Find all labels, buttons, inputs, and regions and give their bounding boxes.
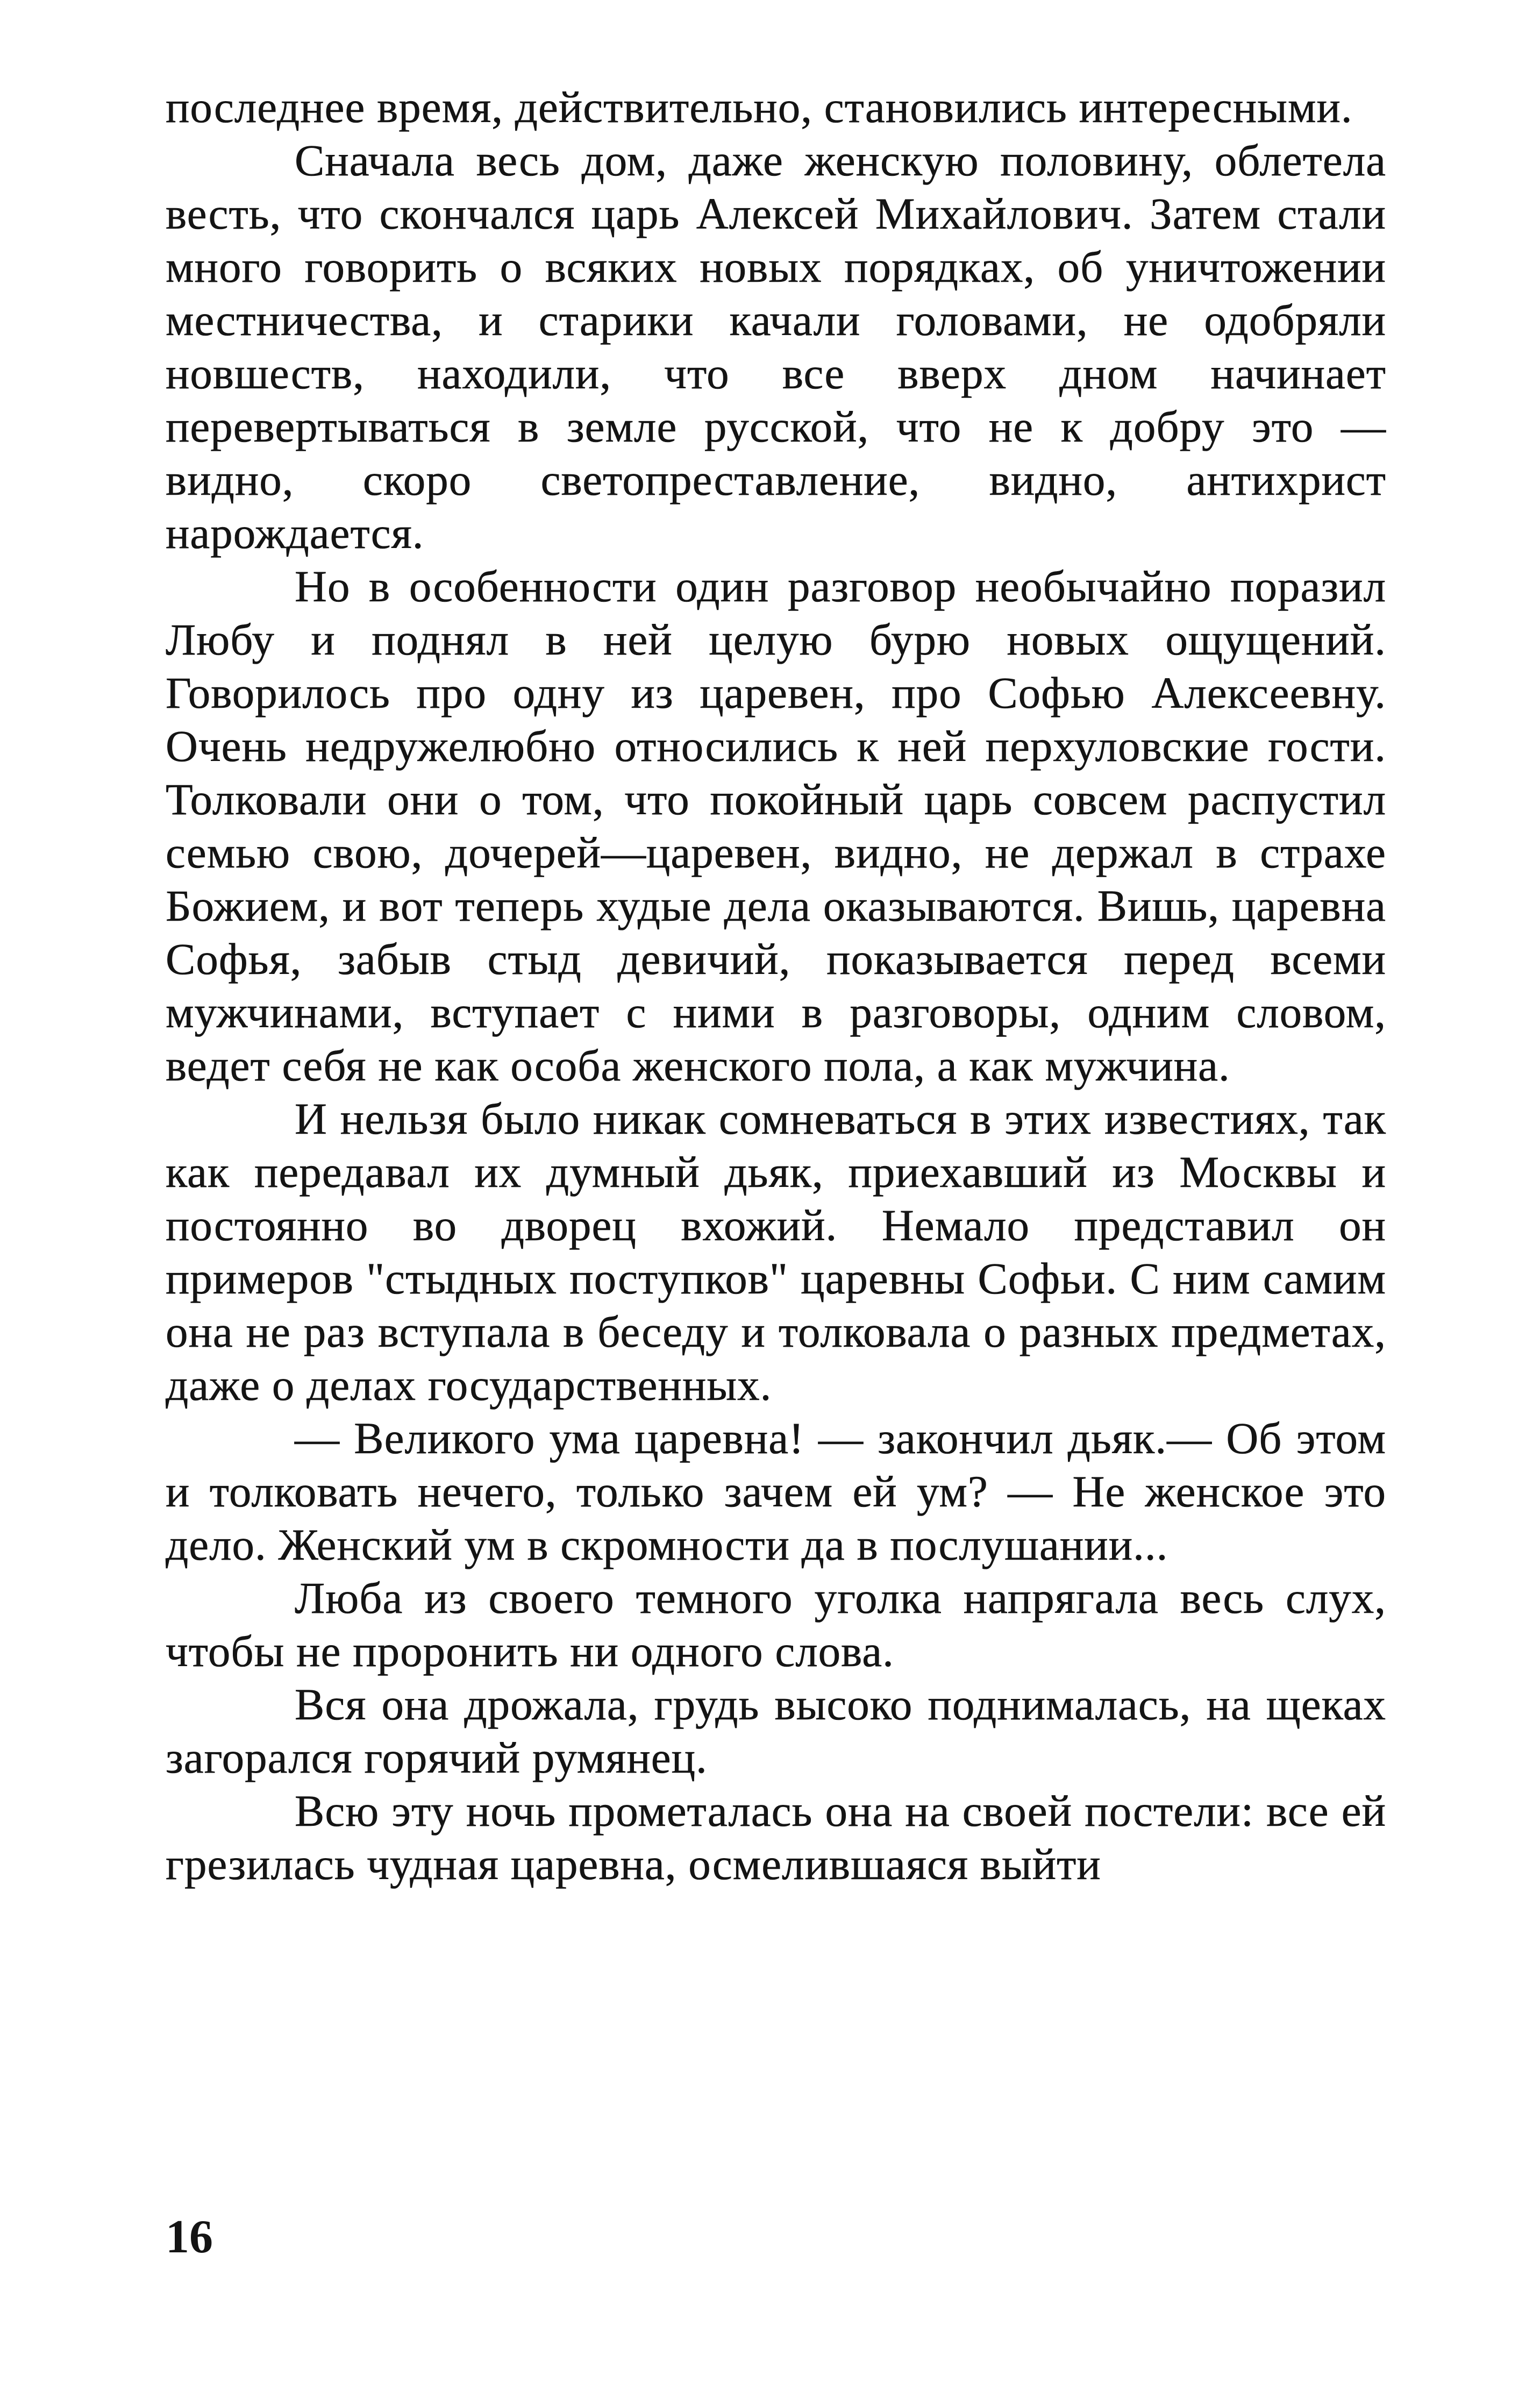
- paragraph-3: Но в особенности один разговор необычайно поразил Любу и поднял в ней целую бурю новых ощущений. Говорилось про одну из царевен, про Софью Алексеевну. Очень недружелюбно относились к ней перхуловские гости. Толковали они о том, что покойный царь совсем распустил семью свою, дочерей—царевен, видно, не держал в страхе Божием, и вот теперь худые дела оказываются. Вишь, царевна Софья, забыв стыд девичий, показывается перед всеми мужчинами, вступает с ними в разговоры, одним словом, ведет себя не как особа женского пола, а как мужчина.: [166, 561, 1386, 1090]
- paragraph-2: Сначала весь дом, даже женскую половину, облетела весть, что скончался царь Алексей Михайлович. Затем стали много говорить о всяких новых порядках, об уничтожении местничества, и старики качали головами, не одобряли новшеств, находили, что все вверх дном начинает перевертываться в земле русской, что не к добру это — видно, скоро светопреставление, видно, антихрист нарождается.: [166, 136, 1386, 558]
- paragraph-7: Вся она дрожала, грудь высоко поднималась, на щеках загорался горячий румянец.: [166, 1680, 1386, 1782]
- paragraph-5: — Великого ума царевна! — закончил дьяк.— Об этом и толковать нечего, только зачем ей ум? — Не женское это дело. Женский ум в скромности да в послушании...: [166, 1413, 1386, 1569]
- page-number: 16: [166, 2211, 213, 2263]
- paragraph-1: последнее время, действительно, становились интересными.: [166, 82, 1353, 132]
- paragraph-4: И нельзя было никак сомневаться в этих известиях, так как передавал их думный дьяк, приехавший из Москвы и постоянно во дворец вхожий. Немало представил он примеров "стыдных поступков" царевны Софьи. С ним самим она не раз вступала в беседу и толковала о разных предметах, даже о делах государственных.: [166, 1094, 1386, 1410]
- paragraph-6: Люба из своего темного уголка напрягала весь слух, чтобы не проронить ни одного слова.: [166, 1573, 1386, 1676]
- page-body-text: [166, 81, 1386, 1891]
- paragraph-8: Всю эту ночь прометалась она на своей постели: все ей грезилась чудная царевна, осмелившаяся выйти: [166, 1786, 1386, 1889]
